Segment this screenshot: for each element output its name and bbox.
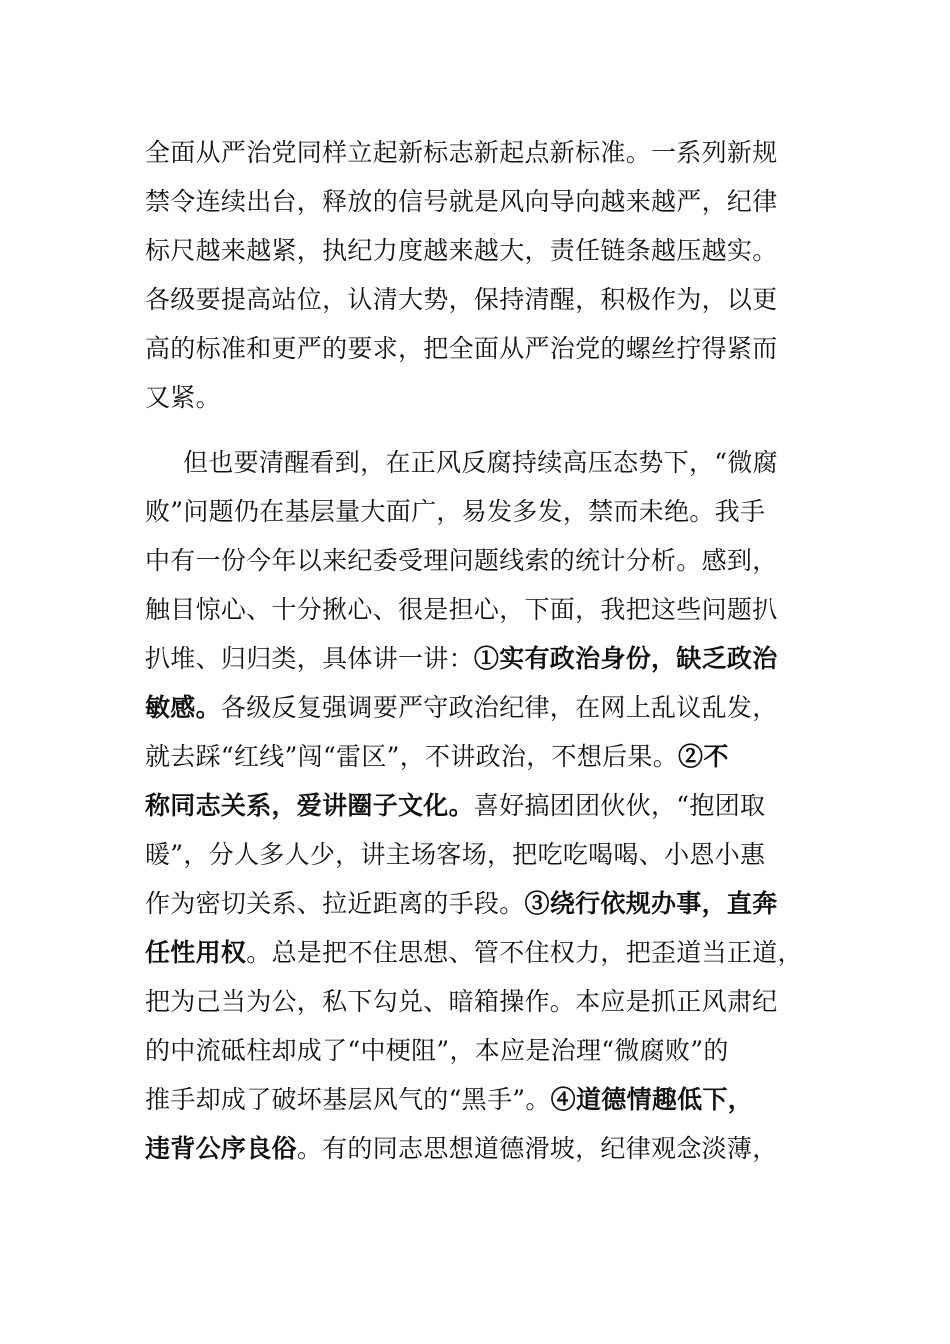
paragraph-2-line-1: 但也要清醒看到，在正风反腐持续高压态势下，“微腐 [183,448,778,477]
plain-text: 就去踩“红线”闯“雷区”，不讲政治，不想后果。 [145,742,679,771]
paragraph-2-line-13: 的中流砥柱却成了“中梗阻”，本应是治理“微腐败”的 [145,1036,729,1065]
paragraph-2-line-14 [145,1084,795,1116]
paragraph-2-line-8 [145,790,795,822]
paragraph-1-line-1: 全面从严治党同样立起新标志新起点新标准。一系列新规 [145,138,778,167]
plain-text: 各级反复强调要严守政治纪律，在网上乱议乱发， [220,693,778,722]
paragraph-2-line-7 [145,741,795,773]
plain-text: 作为密切关系、拉近距离的手段。 [145,889,525,918]
paragraph-1-line-3: 标尺越来越紧，执纪力度越来越大，责任链条越压越实。 [145,236,778,265]
paragraph-2-line-12: 把为己当为公，私下勾兑、暗箱操作。本应是抓正风肃纪 [145,987,778,1016]
paragraph-2-line-11 [145,937,803,969]
bold-heading-1: ①实有政治身份，缺乏政治 [473,644,778,673]
plain-text: 推手却成了破坏基层风气的“黑手”。 [145,1085,551,1114]
paragraph-1-line-6: 又紧。 [145,383,221,412]
paragraph-2-line-3: 中有一份今年以来纪委受理问题线索的统计分析。感到， [145,546,778,575]
plain-text: 扒堆、归归类，具体讲一讲： [145,644,474,673]
plain-text: 。总是把不住思想、管不住权力，把歪道当正道， [246,938,803,967]
paragraph-2-line-5 [145,643,795,675]
bold-heading-1-end: 敏感。 [145,693,221,722]
paragraph-1-line-2: 禁令连续出台，释放的信号就是风向导向越来越严，纪律 [145,187,778,216]
paragraph-2-line-9: 暖”，分人多人少，讲主场客场，把吃吃喝喝、小恩小惠 [145,840,766,869]
paragraph-2-line-10 [145,888,795,920]
paragraph-2-line-6 [145,692,795,724]
bold-heading-4-end: 违背公序良俗 [145,1134,297,1163]
paragraph-1-line-4: 各级要提高站位，认清大势，保持清醒，积极作为，以更 [145,285,778,314]
paragraph-2-line-4: 触目惊心、十分揪心、很是担心，下面，我把这些问题扒 [145,595,778,624]
paragraph-2-line-2: 败”问题仍在基层量大面广，易发多发，禁而未绝。我手 [145,497,766,526]
plain-text: 喜好搞团团伙伙，“抱团取 [473,791,766,820]
bold-heading-3: ③绕行依规办事，直奔 [524,889,778,918]
bold-heading-3-end: 任性用权 [145,938,247,967]
plain-text: 。有的同志思想道德滑坡，纪律观念淡薄， [296,1134,778,1163]
bold-heading-4: ④道德情趣低下， [550,1085,754,1114]
bold-heading-2: ②不 [678,742,729,771]
paragraph-1-line-5: 高的标准和更严的要求，把全面从严治党的螺丝拧得紧而 [145,334,778,363]
paragraph-2-line-15 [145,1133,795,1165]
bold-heading-2-end: 称同志关系，爱讲圈子文化。 [145,791,474,820]
